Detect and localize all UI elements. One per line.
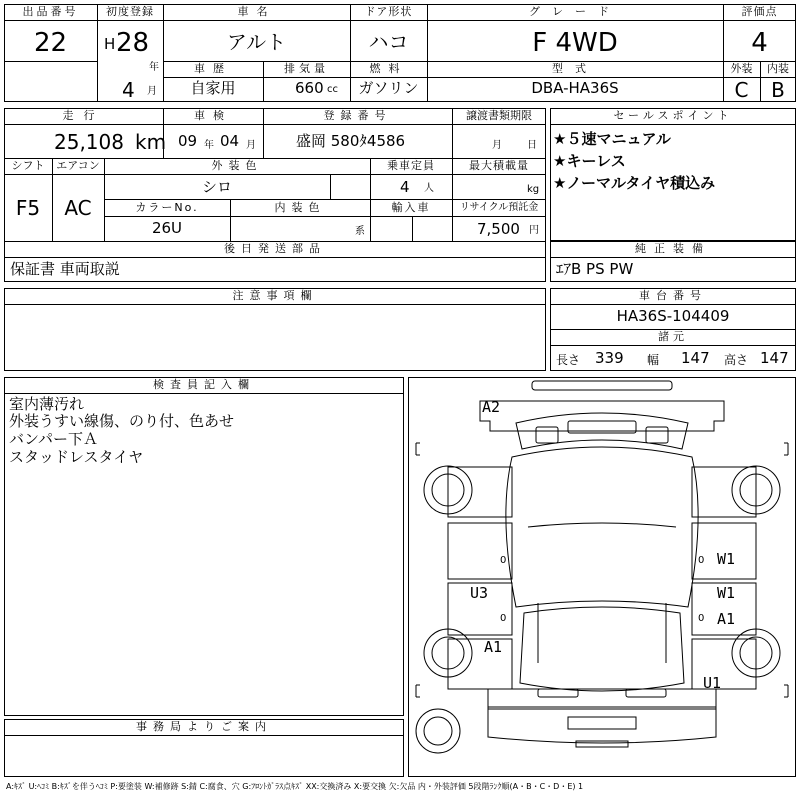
chassis-number: HA36S-104409 (616, 307, 730, 325)
height: 147 (760, 349, 789, 367)
inspector-line: 室内薄汚れ (9, 395, 85, 413)
inspection-month: 04 (220, 132, 240, 150)
width-label: 幅 (647, 353, 660, 367)
int-color-unit: 系 (355, 226, 365, 237)
ext-color-label: 外装色 (211, 159, 263, 172)
displacement: 660 (295, 79, 324, 97)
displacement-label: 排気量 (284, 62, 329, 75)
damage-mark: U1 (703, 674, 722, 692)
svg-text:0: 0 (500, 613, 507, 624)
damage-mark: A1 (484, 638, 503, 656)
first-reg-label: 初度登録 (106, 5, 154, 18)
recycle-unit: 円 (529, 225, 539, 236)
width: 147 (681, 349, 710, 367)
int-color-label: 内装色 (274, 201, 326, 214)
svg-text:0: 0 (698, 555, 705, 566)
transfer-day-unit: 日 (527, 140, 537, 151)
transfer-month-unit: 月 (492, 140, 502, 151)
model-label: 型式 (552, 62, 598, 75)
capacity-label: 乗車定員 (387, 159, 435, 172)
history: 自家用 (190, 79, 236, 97)
car-name: アルト (226, 30, 287, 54)
inspection-label: 車検 (194, 109, 232, 122)
history-label: 車歴 (194, 62, 232, 75)
color-no-label: カラーNo. (135, 201, 199, 214)
mileage-label: 走行 (62, 109, 105, 122)
score-label: 評価点 (741, 5, 778, 18)
grade: F 4WD (532, 28, 618, 58)
year-unit: 年 (149, 62, 159, 73)
damage-mark: U3 (470, 584, 489, 602)
interior-label: 内装 (767, 62, 789, 75)
notes-label: 注意事項欄 (232, 289, 318, 302)
grade-label: グレード (529, 5, 621, 18)
ext-color: シロ (201, 178, 232, 196)
lot-label: 出品番号 (22, 5, 79, 18)
load-label: 最大積載量 (469, 159, 529, 172)
recycle-label: リサイクル預託金 (459, 202, 539, 213)
plate-label: 登録番号 (323, 109, 392, 122)
plate-number: 盛岡 580ﾀ4586 (296, 132, 406, 150)
equipment-label: 純正装備 (635, 242, 711, 255)
svg-text:0: 0 (698, 613, 705, 624)
era: H (104, 35, 116, 53)
fuel: ガソリン (358, 79, 419, 97)
sales-point-item: ★キーレス (553, 152, 626, 170)
legend: A:ｷｽﾞ U:ﾍｺﾐ B:ｷｽﾞを伴うﾍｺﾐ P:要塗装 W:補修跡 S:錆 C:腐食、穴 G:ﾌﾛﾝﾄｶﾞﾗｽ点ｷｽﾞ XX:交換済み X:要交換 欠:欠品 内・外装評価 5段階ﾗﾝｸ順(A・B・C・D・E) 1 (6, 782, 584, 791)
chassis-label: 車台番号 (639, 289, 707, 302)
equipment: ｴｱB PS PW (556, 260, 634, 278)
car-name-label: 車名 (237, 5, 276, 18)
sales-point-item: ★５速マニュアル (553, 130, 671, 148)
mileage: 25,108 (54, 130, 124, 154)
inspection-year: 09 (178, 132, 198, 150)
reg-year: 28 (116, 28, 150, 58)
svg-text:0: 0 (500, 555, 507, 566)
capacity-unit: 人 (424, 183, 434, 194)
displacement-unit: cc (327, 84, 338, 95)
damage-mark: W1 (717, 550, 736, 568)
interior-score: B (771, 78, 785, 102)
mileage-unit: km (135, 130, 167, 154)
capacity: 4 (400, 178, 410, 196)
exterior-score: C (734, 78, 749, 102)
color-no: 26U (151, 219, 183, 237)
model: DBA-HA36S (531, 79, 619, 97)
damage-mark: W1 (717, 584, 736, 602)
shift-label: シフト (11, 159, 45, 172)
inspector-line: スタッドレスタイヤ (9, 448, 144, 466)
specs-label: 諸元 (658, 330, 688, 343)
shift: F5 (15, 196, 41, 220)
door-label: ドア形状 (364, 5, 413, 18)
recycle-fee: 7,500 (477, 220, 520, 238)
inspector-line: バンパー下Ａ (9, 430, 98, 448)
score: 4 (751, 28, 768, 58)
lot-number: 22 (33, 28, 68, 58)
exterior-label: 外装 (730, 62, 753, 75)
inspection-year-unit: 年 (204, 140, 214, 151)
later-parts-label: 後日発送部品 (224, 242, 326, 255)
reg-month: 4 (122, 78, 135, 102)
sales-point-label: セールスポイント (613, 109, 733, 122)
load-unit: kg (527, 184, 540, 195)
transfer-deadline-label: 譲渡書類期限 (466, 109, 532, 122)
month-unit: 月 (147, 86, 157, 97)
office-label: 事務局よりご案内 (136, 720, 272, 733)
import-label: 輸入車 (391, 201, 431, 214)
damage-mark: A1 (717, 610, 736, 628)
height-label: 高さ (724, 353, 749, 367)
later-parts: 保証書 車両取説 (10, 260, 120, 278)
ac: AC (64, 196, 92, 220)
length-label: 長さ (556, 353, 581, 367)
inspection-month-unit: 月 (246, 140, 256, 151)
inspector-label: 検査員記入欄 (153, 378, 255, 391)
sales-point-item: ★ノーマルタイヤ積込み (553, 174, 716, 192)
fuel-label: 燃料 (369, 62, 408, 75)
length: 339 (595, 349, 624, 367)
ac-label: エアコン (56, 159, 100, 172)
car-diagram (408, 377, 796, 777)
inspector-line: 外装うすい線傷、のり付、色あせ (9, 412, 235, 430)
door-type: ハコ (368, 30, 409, 54)
damage-mark: A2 (482, 398, 501, 416)
